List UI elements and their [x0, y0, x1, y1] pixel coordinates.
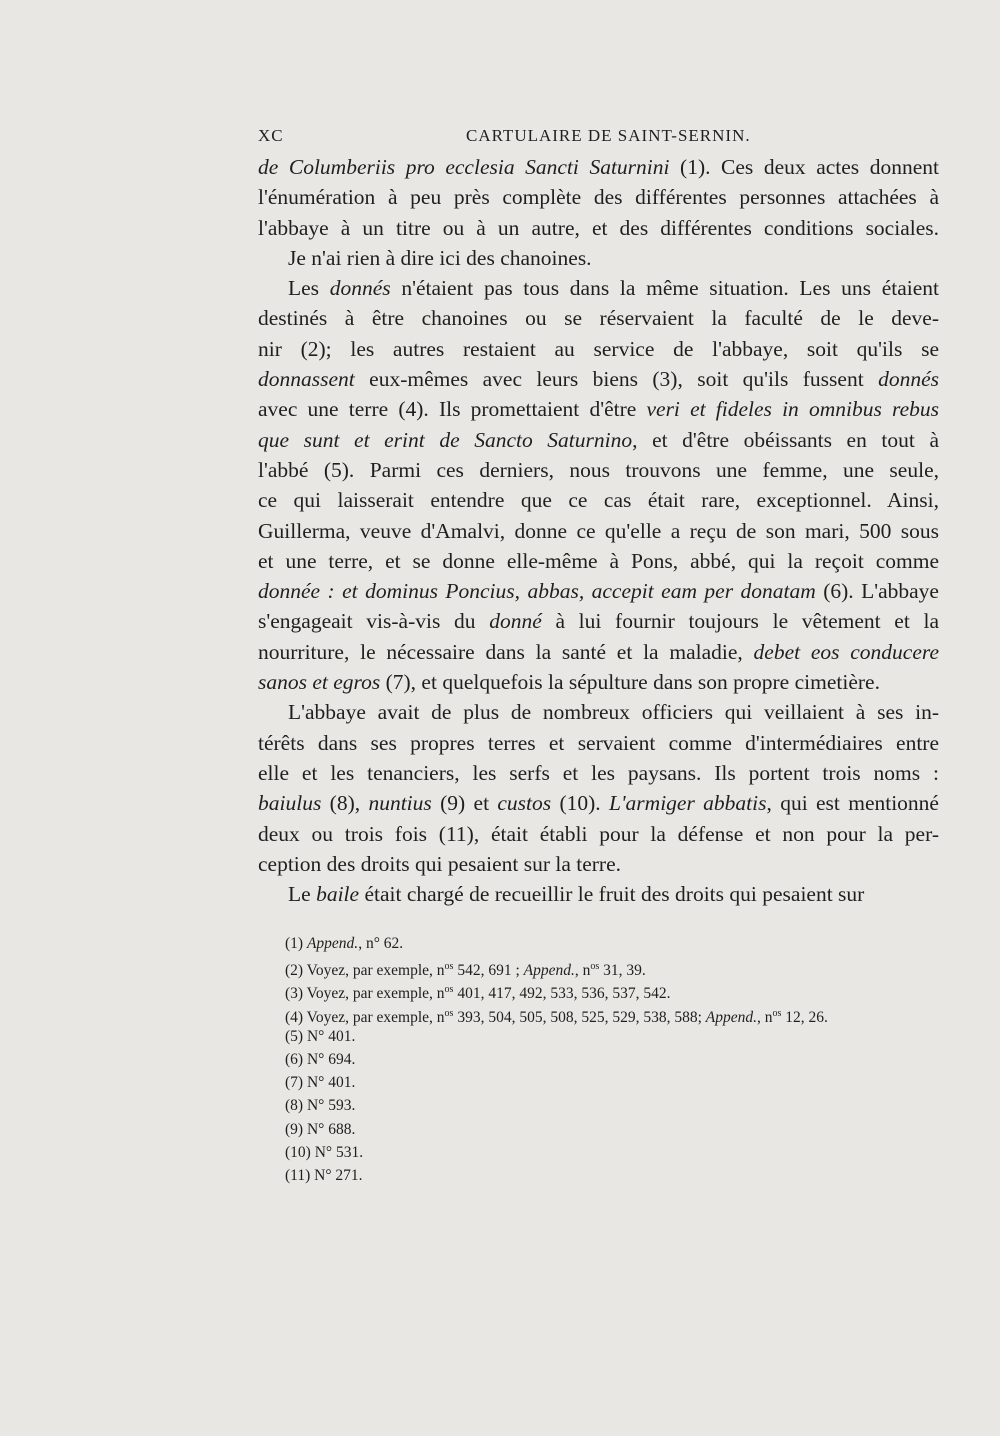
- text-line: [258, 485, 939, 515]
- text-line: [258, 637, 939, 667]
- text-line: [258, 243, 939, 273]
- text-line: [258, 697, 939, 727]
- superscript-text: os: [444, 984, 454, 996]
- text-run: à lui fournir toujours le vêtement et la: [541, 609, 939, 634]
- text-run: Le: [288, 882, 317, 907]
- text-line: [258, 546, 939, 576]
- superscript-text: os: [444, 961, 454, 973]
- text-line: [258, 303, 939, 333]
- italic-text: donnés: [329, 276, 391, 301]
- body-text: [258, 152, 939, 909]
- text-run: (3) Voyez, par exemple, n: [285, 985, 445, 1003]
- italic-text: Append.: [523, 962, 575, 980]
- text-run: s'engageait vis-à-vis du: [258, 609, 490, 634]
- text-line: [258, 182, 939, 212]
- footnote: [285, 955, 945, 978]
- text-run: elle et les tenanciers, les serfs et les paysans. Ils portent trois noms :: [258, 760, 939, 785]
- text-line: [258, 788, 939, 818]
- text-run: L'abbaye avait de plus de nombreux officiers qui veillaient à ses in-: [288, 700, 939, 725]
- text-run: 542, 691 ;: [453, 962, 524, 980]
- footnote: [285, 1025, 945, 1048]
- text-run: Les: [288, 276, 330, 301]
- superscript-text: os: [590, 961, 600, 973]
- footnote: [285, 1048, 945, 1071]
- footnote: [285, 1164, 945, 1187]
- text-run: (2) Voyez, par exemple, n: [285, 962, 445, 980]
- text-run: , n: [574, 962, 591, 980]
- footnotes: [285, 932, 945, 1187]
- italic-text: donnassent: [258, 367, 355, 392]
- text-run: ception des droits qui pesaient sur la terre.: [258, 851, 622, 876]
- text-run: n'étaient pas tous dans la même situation. Les uns étaient: [390, 276, 939, 301]
- text-run: 31, 39.: [599, 962, 646, 980]
- text-run: 401, 417, 492, 533, 536, 537, 542.: [453, 985, 671, 1003]
- text-run: , n: [757, 1008, 773, 1026]
- text-run: était chargé de recueillir le fruit des droits qui pesaient sur: [359, 882, 865, 907]
- text-line: [258, 364, 939, 394]
- text-run: (7) N° 401.: [285, 1074, 356, 1092]
- text-run: l'énumération à peu près complète des différentes personnes attachées à: [258, 185, 939, 210]
- text-line: [258, 425, 939, 455]
- text-line: [258, 455, 939, 485]
- text-run: 12, 26.: [781, 1008, 828, 1026]
- text-run: (8) N° 593.: [285, 1097, 356, 1115]
- italic-text: nuntius: [368, 791, 432, 816]
- folio-number: XC: [258, 126, 284, 145]
- text-run: (5) N° 401.: [285, 1027, 356, 1045]
- text-run: nir (2); les autres restaient au service de l'abbaye, soit qu'ils se: [258, 336, 939, 361]
- text-run: ce qui laisserait entendre que ce cas était rare, exceptionnel. Ainsi,: [258, 488, 939, 513]
- italic-text: donné: [489, 609, 542, 634]
- page-header: [258, 126, 938, 150]
- italic-text: Append.: [306, 935, 359, 952]
- footnote: [285, 1094, 945, 1117]
- footnote: [285, 1002, 945, 1025]
- text-line: [258, 849, 939, 879]
- italic-text: veri et fideles in omnibus rebus: [646, 397, 939, 422]
- footnote: [285, 1118, 945, 1141]
- text-run: (9) et: [431, 791, 498, 816]
- text-line: [258, 576, 939, 606]
- italic-text: donnée : et dominus Poncius, abbas, accepit eam per donatam: [258, 579, 816, 604]
- text-run: (1): [285, 935, 307, 952]
- text-run: (10).: [551, 791, 609, 816]
- text-run: (6). L'abbaye: [815, 579, 939, 604]
- text-line: [258, 819, 939, 849]
- italic-text: custos: [497, 791, 552, 816]
- italic-text: L'armiger abbatis: [609, 791, 767, 816]
- text-run: (10) N° 531.: [285, 1143, 364, 1161]
- text-run: eux-mêmes avec leurs biens (3), soit qu'ils fussent: [354, 367, 879, 392]
- text-line: [258, 394, 939, 424]
- text-run: l'abbaye à un titre ou à un autre, et des différentes conditions sociales.: [258, 215, 939, 240]
- text-run: , n° 62.: [358, 935, 404, 952]
- running-title: CARTULAIRE DE SAINT-SERNIN.: [466, 126, 751, 145]
- footnote: [285, 978, 945, 1001]
- text-run: 393, 504, 505, 508, 525, 529, 538, 588;: [453, 1008, 706, 1026]
- text-run: (11) N° 271.: [285, 1166, 363, 1184]
- text-run: Je n'ai rien à dire ici des chanoines.: [288, 245, 592, 270]
- text-run: (9) N° 688.: [285, 1120, 356, 1138]
- text-run: destinés à être chanoines ou se réservaient la faculté de le deve-: [258, 306, 939, 331]
- text-run: Guillerma, veuve d'Amalvi, donne ce qu'elle a reçu de son mari, 500 sous: [258, 518, 939, 543]
- footnote: [285, 932, 945, 955]
- italic-text: debet eos conducere: [753, 639, 939, 664]
- text-run: (1). Ces deux actes donnent: [669, 155, 939, 179]
- italic-text: Append.: [705, 1008, 757, 1026]
- italic-text: baile: [316, 882, 360, 907]
- text-run: , et d'être obéissants en tout à: [632, 427, 939, 452]
- text-line: [258, 273, 939, 303]
- italic-text: que sunt et erint de Sancto Saturnino: [258, 427, 633, 452]
- footnote: [285, 1071, 945, 1094]
- text-run: , qui est mentionné: [766, 791, 939, 816]
- text-run: l'abbé (5). Parmi ces derniers, nous trouvons une femme, une seule,: [258, 457, 939, 482]
- text-run: térêts dans ses propres terres et servaient comme d'intermédiaires entre: [258, 730, 939, 755]
- text-line: [258, 334, 939, 364]
- text-run: et une terre, et se donne elle-même à Pons, abbé, qui la reçoit comme: [258, 548, 939, 573]
- italic-text: sanos et egros: [258, 670, 381, 695]
- text-line: [258, 516, 939, 546]
- text-run: nourriture, le nécessaire dans la santé et la maladie,: [258, 639, 754, 664]
- text-run: (6) N° 694.: [285, 1050, 356, 1068]
- text-line: [258, 879, 939, 909]
- text-run: (8),: [321, 791, 369, 816]
- text-line: [258, 728, 939, 758]
- italic-text: baiulus: [258, 791, 322, 816]
- text-run: (7), et quelquefois la sépulture dans son propre cimetière.: [380, 670, 880, 695]
- text-line: [258, 667, 939, 697]
- text-line: [258, 152, 939, 182]
- text-line: [258, 213, 939, 243]
- superscript-text: os: [444, 1007, 454, 1019]
- text-run: avec une terre (4). Ils promettaient d'être: [258, 397, 647, 422]
- text-line: [258, 606, 939, 636]
- superscript-text: os: [772, 1007, 782, 1019]
- text-line: [258, 758, 939, 788]
- text-run: deux ou trois fois (11), était établi pour la défense et non pour la per-: [258, 821, 939, 846]
- italic-text: donnés: [878, 367, 939, 392]
- text-run: (4) Voyez, par exemple, n: [285, 1008, 445, 1026]
- footnote: [285, 1141, 945, 1164]
- italic-text: de Columberiis pro ecclesia Sancti Saturnini: [258, 155, 670, 179]
